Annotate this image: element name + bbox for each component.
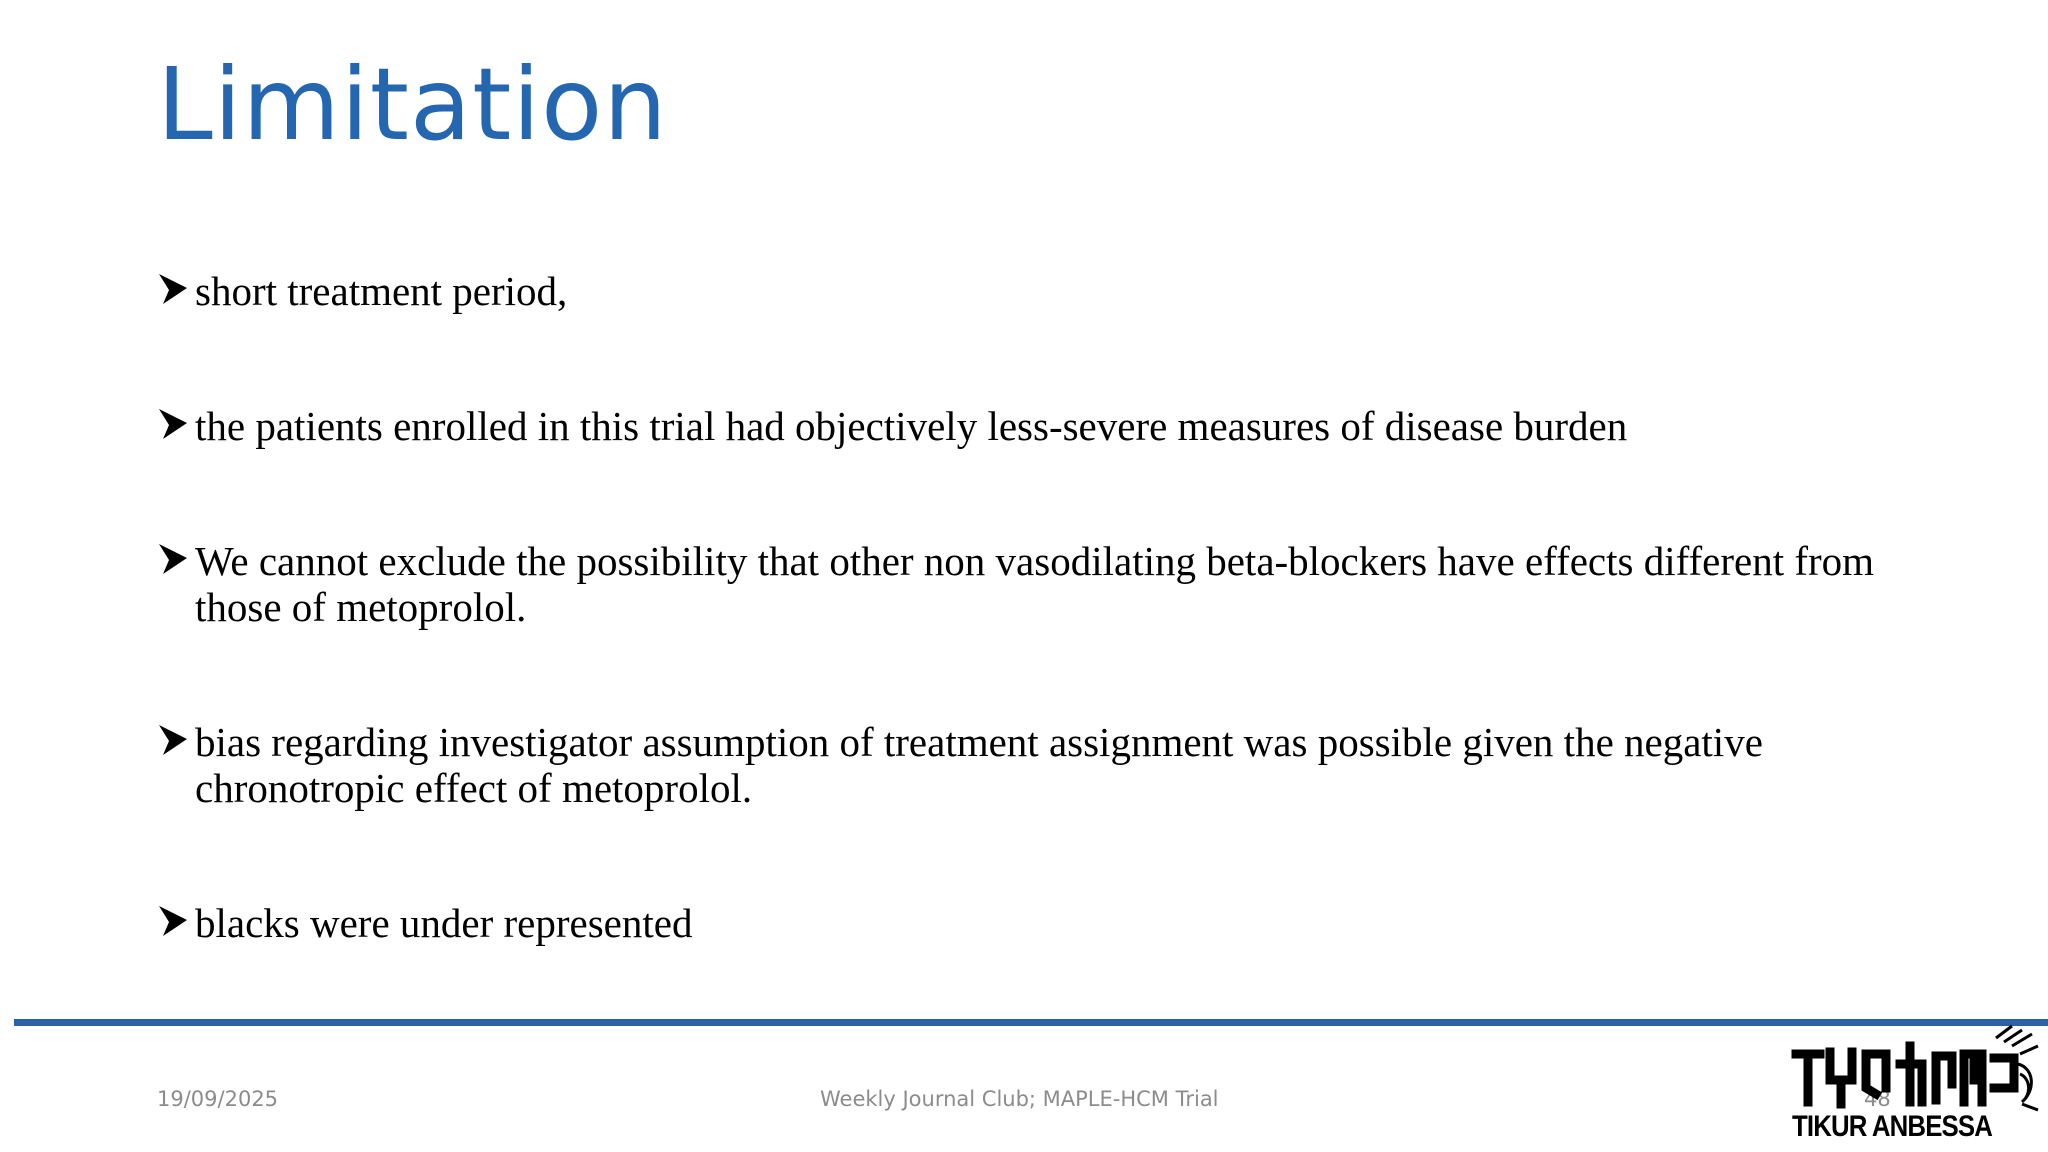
footer-divider xyxy=(14,1019,2048,1026)
footer-title: Weekly Journal Club; MAPLE-HCM Trial xyxy=(820,1087,1219,1111)
bullet-item xyxy=(157,538,1917,630)
bullet-item xyxy=(157,268,1917,314)
lion-head-icon xyxy=(1786,1024,2044,1114)
bullet-text: We cannot exclude the possibility that other non vasodilating beta-blockers have effects different from those of metoprolol. xyxy=(195,538,1875,630)
arrowhead-bullet-icon xyxy=(157,270,195,310)
bullet-item xyxy=(157,900,1917,946)
page-number: 48 xyxy=(1864,1087,1891,1111)
footer-date: 19/09/2025 xyxy=(157,1087,279,1111)
arrowhead-bullet-icon xyxy=(157,405,195,445)
bullet-text: short treatment period, xyxy=(195,268,568,314)
bullet-text: bias regarding investigator assumption of treatment assignment was possible given the negative chronotropic effect of metoprolol. xyxy=(195,719,1763,811)
logo-wordmark: TIKUR ANBESSA xyxy=(1792,1110,1993,1143)
arrowhead-bullet-icon xyxy=(157,721,195,761)
bullet-item xyxy=(157,719,1917,811)
slide-title: Limitation xyxy=(157,46,668,163)
arrowhead-bullet-icon xyxy=(157,902,195,942)
bullet-text: the patients enrolled in this trial had objectively less-severe measures of disease burden xyxy=(195,403,1628,449)
bullet-item xyxy=(157,403,1917,449)
arrowhead-bullet-icon xyxy=(157,540,195,580)
tikur-anbessa-logo xyxy=(1786,1024,2044,1148)
bullet-text: blacks were under represented xyxy=(195,900,693,946)
